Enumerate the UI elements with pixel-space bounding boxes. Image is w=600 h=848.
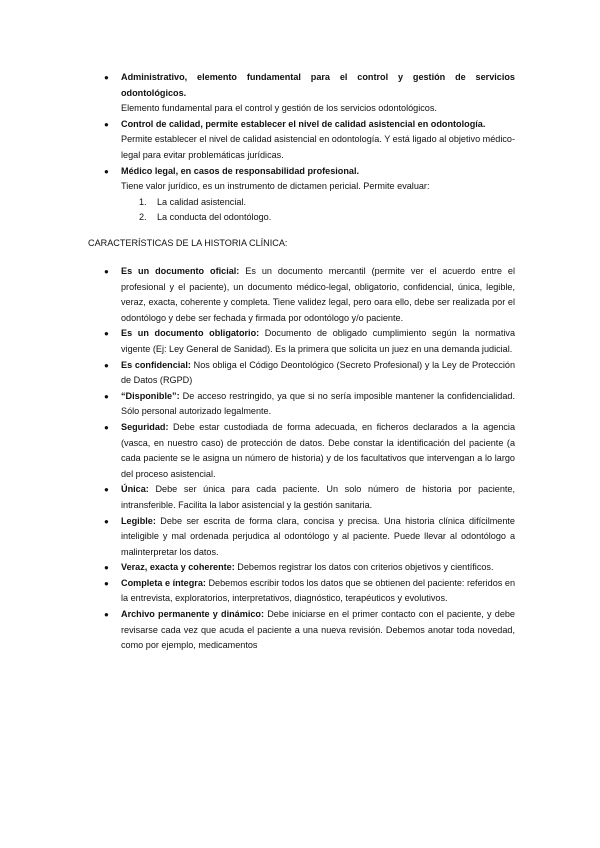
list-item — [104, 358, 515, 389]
purpose-list — [104, 70, 515, 226]
list-item-title: Médico legal, en casos de responsabilidad profesional. — [121, 165, 360, 176]
list-item — [104, 117, 515, 164]
list-item — [104, 420, 515, 482]
sub-list-item: 1. La calidad asistencial. — [139, 196, 246, 207]
characteristics-list — [104, 264, 516, 654]
characteristic-text: De acceso restringido, ya que si no sería imposible mantener la confidencialidad. Sólo personal autorizado legalmente. — [121, 390, 515, 417]
list-item — [104, 326, 516, 357]
list-item-text: Elemento fundamental para el control y gestión de los servicios odontológicos. — [121, 103, 437, 114]
list-item-title: Control de calidad, permite establecer el nivel de calidad asistencial en odontología. — [121, 118, 486, 129]
list-item — [104, 607, 515, 654]
list-item — [104, 560, 515, 576]
list-item — [104, 482, 515, 513]
list-item-text: Tiene valor jurídico, es un instrumento de dictamen pericial. Permite evaluar: — [121, 181, 430, 192]
sub-list-item: 2. La conducta del odontólogo. — [139, 212, 272, 223]
bullet-icon: ● — [104, 119, 109, 129]
bullet-icon: ● — [104, 360, 109, 370]
characteristic-term: Seguridad: — [121, 421, 169, 432]
bullet-icon: ● — [104, 166, 109, 176]
bullet-icon: ● — [104, 578, 109, 588]
bullet-icon: ● — [104, 329, 109, 339]
list-item — [104, 264, 516, 326]
bullet-icon: ● — [104, 391, 109, 401]
list-item — [104, 514, 515, 561]
characteristic-text: Documento de obligado cumplimiento según la normativa vigente (Ej: Ley General de Sanidad). Es la primera que solicita un juez en una demanda judicial. — [121, 328, 516, 354]
list-item — [104, 389, 515, 420]
bullet-icon: ● — [104, 422, 109, 432]
characteristic-text: Debemos escribir todos los datos que se obtienen del paciente: referidos en la entrevista, exploratorios, interpretativos, diagnóstico, terapéuticos y evolutivos. — [121, 577, 516, 604]
bullet-icon: ● — [104, 485, 109, 495]
bullet-icon: ● — [104, 516, 109, 526]
characteristic-term: “Disponible”: — [121, 390, 180, 401]
characteristic-text: Debe ser escrita de forma clara, concisa y precisa. Una historia clínica difícilmente inteligible y mal ordenada perjudica al odontólogo y al paciente. Puede llevar al odontólogo a malinterpretar los datos. — [121, 515, 515, 557]
characteristic-term: Es un documento oficial: — [121, 266, 240, 276]
characteristic-text: Debe estar custodiada de forma adecuada, en ficheros declarados a la agencia (vasca, en nuestro caso) de protección de datos. Debe constar la identificación del paciente (a cada paciente se le asigna un número de historia) y de los facultativos que intervengan a lo largo del proceso asistencial. — [121, 421, 515, 479]
characteristic-term: Veraz, exacta y coherente: — [121, 562, 235, 573]
characteristic-term: Única: — [121, 484, 149, 495]
characteristic-term: Legible: — [121, 515, 156, 526]
characteristic-text: Debe ser única para cada paciente. Un solo número de historia por paciente, intransferible. Facilita la labor asistencial y la gestión sanitaria. — [121, 484, 515, 510]
bullet-icon: ● — [104, 563, 109, 573]
sub-list — [139, 195, 515, 226]
list-item — [104, 164, 515, 226]
list-item — [104, 70, 515, 117]
characteristic-term: Archivo permanente y dinámico: — [121, 609, 264, 620]
characteristic-text: Debemos registrar los datos con criterios objetivos y científicos. — [234, 562, 494, 573]
bullet-icon: ● — [104, 73, 109, 82]
bullet-icon: ● — [104, 610, 109, 620]
section-heading: CARACTERÍSTICAS DE LA HISTORIA CLÍNICA: — [88, 238, 288, 248]
list-item-text: Permite establecer el nivel de calidad asistencial en odontología. Y está ligado al objetivo médico-legal para evitar problemáticas jurídicas. — [121, 134, 515, 160]
list-item — [104, 576, 516, 607]
characteristic-term: Es confidencial: — [121, 359, 191, 370]
list-item-title: Administrativo, elemento fundamental para el control y gestión de servicios odontológicos. — [121, 72, 515, 98]
characteristic-term: Es un documento obligatorio: — [121, 328, 260, 339]
characteristic-text: Debe iniciarse en el primer contacto con el paciente, y debe revisarse cada vez que acuda el paciente a una nueva revisión. Debemos anotar toda novedad, como por ejemplo, medicamentos — [121, 609, 515, 651]
bullet-icon: ● — [104, 267, 109, 276]
characteristic-term: Completa e íntegra: — [121, 577, 206, 588]
characteristic-text: Es un documento mercantil (permite ver el acuerdo entre el profesional y el paciente), un documento médico-legal, obligatorio, confidencial, única, legible, veraz, exacta, coherente y completa. Tiene validez legal, pero oara ello, debe ser realizada por el odontólogo y debe ser fechada y firmada por odontólogo y/o paciente. — [121, 266, 516, 323]
characteristic-text: Nos obliga el Código Deontológico (Secreto Profesional) y la Ley de Protección de Datos (RGPD) — [121, 359, 515, 386]
